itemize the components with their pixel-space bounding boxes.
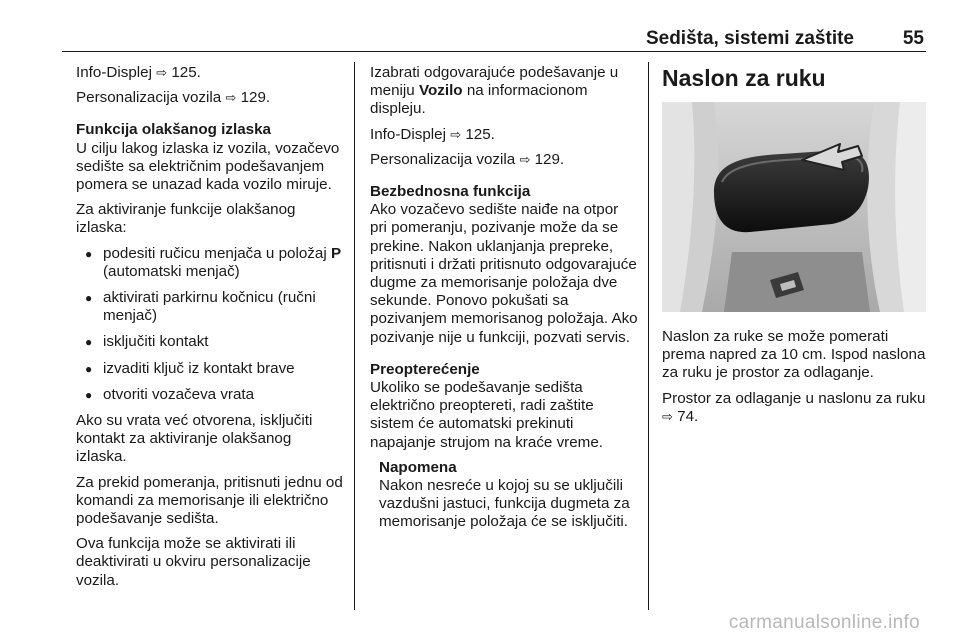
header-rule bbox=[62, 51, 926, 52]
paragraph: U cilju lakog izlaska iz vozila, vozačevo sedište sa električnim podešavanjem pomera se unazad kada vozilo miruje. bbox=[76, 139, 340, 194]
reference-arrow-icon: ⇨ bbox=[225, 90, 237, 106]
list-item: ● otvoriti vozačeva vrata bbox=[76, 386, 344, 404]
column-divider bbox=[354, 62, 355, 610]
section-heading: Funkcija olakšanog izlaska bbox=[76, 121, 271, 139]
column-3 bbox=[662, 64, 926, 433]
cross-reference[interactable]: Personalizacija vozila ⇨ 129. bbox=[76, 89, 271, 107]
paragraph: Za aktiviranje funkcije olakšanog izlaska: bbox=[76, 201, 296, 237]
armrest-illustration bbox=[662, 102, 926, 312]
cross-reference[interactable]: Info-Displej ⇨ 125. bbox=[370, 125, 495, 143]
paragraph: Ako su vrata već otvorena, isključiti kontakt za aktiviranje olakšanog izlaska. bbox=[76, 412, 313, 466]
steps-list bbox=[76, 245, 344, 404]
column-2 bbox=[370, 64, 638, 539]
paragraph: Ukoliko se podešavanje sedišta električno preoptereti, radi zaštite sistem će automatski prekinuti napajanje strujom na kraće vreme. bbox=[370, 379, 603, 451]
column-1 bbox=[76, 64, 344, 597]
note-heading: Napomena bbox=[379, 458, 457, 476]
page-number: 55 bbox=[902, 28, 924, 49]
page-header bbox=[62, 26, 926, 52]
note-text: Nakon nesreće u kojoj su se uključili vazdušni jastuci, funkcija dugmeta za memorisanje položaja će se isključiti. bbox=[379, 477, 630, 531]
reference-arrow-icon: ⇨ bbox=[662, 408, 673, 424]
section-heading: Preopterećenje bbox=[370, 360, 480, 378]
list-item: ● aktivirati parkirnu kočnicu (ručni menjač) bbox=[76, 289, 344, 325]
page-title: Sedišta, sistemi zaštite bbox=[645, 28, 854, 49]
reference-arrow-icon: ⇨ bbox=[450, 126, 462, 142]
paragraph: Ova funkcija može se aktivirati ili deaktivirati u okviru personalizacije vozila. bbox=[76, 535, 311, 589]
watermark: carmanualsonline.info bbox=[728, 612, 920, 633]
cross-reference[interactable]: Prostor za odlaganje u naslonu za ruku ⇨ 74. bbox=[662, 389, 926, 425]
note-box bbox=[379, 459, 638, 532]
list-item: ● izvaditi ključ iz kontakt brave bbox=[76, 360, 344, 378]
cross-reference[interactable]: Info-Displej ⇨ 125. bbox=[76, 64, 201, 81]
column-divider bbox=[648, 62, 649, 610]
section-heading: Bezbednosna funkcija bbox=[370, 183, 531, 201]
paragraph: Izabrati odgovarajuće podešavanje u meniju Vozilo na informacionom displeju. bbox=[370, 64, 619, 118]
armrest-photo bbox=[662, 102, 926, 312]
cross-reference[interactable]: Personalizacija vozila ⇨ 129. bbox=[370, 150, 565, 168]
paragraph: Naslon za ruke se može pomerati prema napred za 10 cm. Ispod naslona za ruku je prostor za odlaganje. bbox=[662, 328, 926, 382]
section-title: Naslon za ruku bbox=[662, 65, 826, 91]
list-item: ● isključiti kontakt bbox=[76, 333, 344, 351]
reference-arrow-icon: ⇨ bbox=[519, 151, 531, 167]
reference-arrow-icon: ⇨ bbox=[156, 65, 168, 80]
paragraph: Ako vozačevo sedište naiđe na otpor pri pomeranju, pozivanje može da se prekine. Nakon uklanjanja prepreke, pritisnuti i držati pritisnuto odgovarajuće dugme za memorisanje položaja dve sekunde. Ponovo pokušati sa pozivanjem memorisanog položaja. Ako pozivanje nije u funkciji, pozvati servis. bbox=[370, 201, 638, 346]
list-item: ● podesiti ručicu menjača u položaj P (automatski menjač) bbox=[76, 245, 344, 281]
paragraph: Za prekid pomeranja, pritisnuti jednu od komandi za memorisanje ili električno podešavanje sedišta. bbox=[76, 473, 343, 528]
